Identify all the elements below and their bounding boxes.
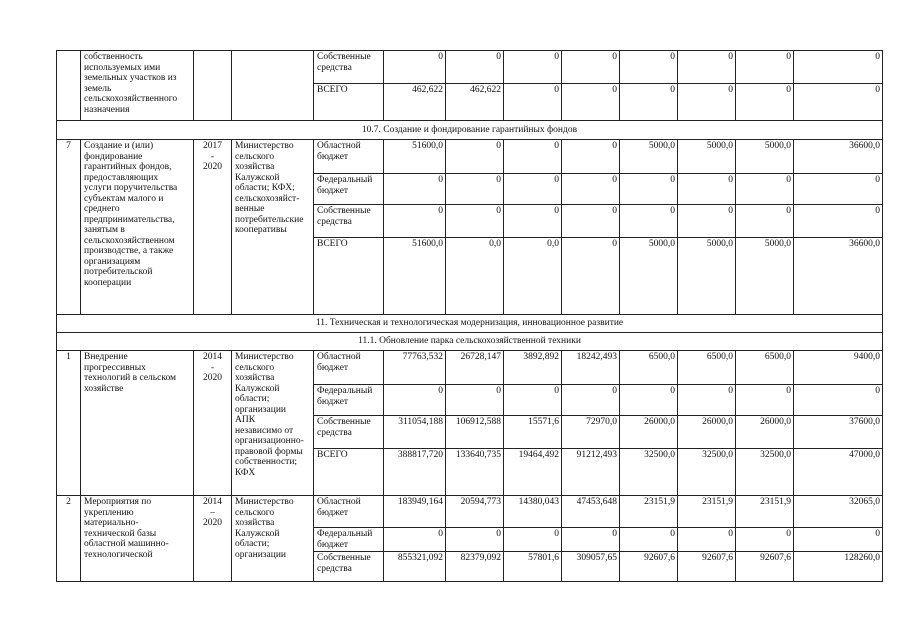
amount-cell: 3892,892 — [504, 351, 562, 385]
amount-cell: 91212,493 — [562, 449, 620, 496]
amount-cell: 5000,0 — [620, 140, 678, 174]
amount-cell: 0 — [678, 174, 736, 205]
amount-cell: 0 — [620, 174, 678, 205]
section-header-row — [57, 333, 883, 351]
executor: Министерство сельского хозяйства Калужской области; КФХ; сельскохозяйст- венные потребительские кооперативы — [232, 140, 314, 315]
amount-cell: 0 — [446, 205, 504, 238]
amount-cell: 6500,0 — [678, 351, 736, 385]
amount-cell: 0 — [736, 174, 794, 205]
table-row — [57, 51, 883, 84]
amount-cell: 0 — [794, 528, 883, 552]
amount-cell: 15571,6 — [504, 416, 562, 449]
amount-cell: 0 — [794, 205, 883, 238]
amount-cell: 9400,0 — [794, 351, 883, 385]
amount-cell: 77763,532 — [384, 351, 446, 385]
amount-cell: 51600,0 — [384, 140, 446, 174]
amount-cell: 36600,0 — [794, 140, 883, 174]
amount-cell: 23151,9 — [736, 496, 794, 528]
measure-name: Создание и (или) фондирование гарантийных фондов, предоставляющих услуги поручительства субъектам малого и среднего предпринимательства, занятым в сельскохозяйственном производстве, а также организациям потребительской кооперации — [81, 140, 194, 315]
measure-name: Мероприятия по укреплению материально- технической базы областной машинно- технологической — [81, 496, 194, 582]
amount-cell: 72970,0 — [562, 416, 620, 449]
amount-cell: 5000,0 — [736, 140, 794, 174]
amount-cell: 23151,9 — [620, 496, 678, 528]
amount-cell: 26000,0 — [736, 416, 794, 449]
amount-cell: 47453,648 — [562, 496, 620, 528]
amount-cell: 19464,492 — [504, 449, 562, 496]
amount-cell: 0 — [562, 205, 620, 238]
amount-cell: 0 — [678, 84, 736, 121]
section-header: 11. Техническая и технологическая модернизация, инновационное развитие — [57, 315, 883, 333]
amount-cell: 0 — [794, 84, 883, 121]
amount-cell: 0 — [504, 174, 562, 205]
row-number — [57, 51, 81, 121]
amount-cell: 311054,188 — [384, 416, 446, 449]
amount-cell: 462,622 — [446, 84, 504, 121]
amount-cell: 0 — [736, 51, 794, 84]
amount-cell: 6500,0 — [736, 351, 794, 385]
amount-cell: 0 — [446, 140, 504, 174]
funding-source: Собственные средства — [314, 552, 384, 582]
row-number: 7 — [57, 140, 81, 315]
amount-cell: 57801,6 — [504, 552, 562, 582]
funding-source: Областной бюджет — [314, 140, 384, 174]
amount-cell: 0 — [446, 174, 504, 205]
amount-cell: 0 — [504, 528, 562, 552]
amount-cell: 0 — [384, 51, 446, 84]
amount-cell: 0 — [678, 205, 736, 238]
amount-cell: 0 — [384, 528, 446, 552]
amount-cell: 0 — [678, 528, 736, 552]
amount-cell: 5000,0 — [736, 238, 794, 315]
section-header: 11.1. Обновление парка сельскохозяйственной техники — [57, 333, 883, 351]
amount-cell: 6500,0 — [620, 351, 678, 385]
amount-cell: 23151,9 — [678, 496, 736, 528]
period — [194, 51, 232, 121]
row-number: 1 — [57, 351, 81, 496]
funding-source: Областной бюджет — [314, 496, 384, 528]
amount-cell: 0 — [620, 528, 678, 552]
amount-cell: 133640,735 — [446, 449, 504, 496]
funding-source: ВСЕГО — [314, 84, 384, 121]
amount-cell: 183949,164 — [384, 496, 446, 528]
amount-cell: 0 — [504, 385, 562, 416]
funding-source: ВСЕГО — [314, 449, 384, 496]
amount-cell: 14380,043 — [504, 496, 562, 528]
measure-name: собственность используемых ими земельных участков из земель сельскохозяйственного назначения — [81, 51, 194, 121]
amount-cell: 32500,0 — [620, 449, 678, 496]
amount-cell: 0 — [384, 385, 446, 416]
amount-cell: 462,622 — [384, 84, 446, 121]
amount-cell: 0 — [504, 84, 562, 121]
funding-source: Федеральный бюджет — [314, 174, 384, 205]
funding-source: Федеральный бюджет — [314, 385, 384, 416]
amount-cell: 0 — [446, 51, 504, 84]
amount-cell: 0 — [384, 174, 446, 205]
amount-cell: 32500,0 — [678, 449, 736, 496]
amount-cell: 0 — [504, 205, 562, 238]
amount-cell: 0 — [794, 51, 883, 84]
executor: Министерство сельского хозяйства Калужской области; организации — [232, 496, 314, 582]
table-row — [57, 351, 883, 385]
amount-cell: 5000,0 — [678, 238, 736, 315]
amount-cell: 0 — [620, 51, 678, 84]
amount-cell: 0 — [446, 528, 504, 552]
executor: Министерство сельского хозяйства Калужской области; организации АПК независимо от организационно- правовой формы собственности; КФХ — [232, 351, 314, 496]
amount-cell: 0 — [736, 528, 794, 552]
amount-cell: 0,0 — [504, 238, 562, 315]
amount-cell: 47000,0 — [794, 449, 883, 496]
amount-cell: 92607,6 — [620, 552, 678, 582]
funding-source: Федеральный бюджет — [314, 528, 384, 552]
amount-cell: 0 — [562, 238, 620, 315]
amount-cell: 51600,0 — [384, 238, 446, 315]
table-row — [57, 496, 883, 528]
amount-cell: 32065,0 — [794, 496, 883, 528]
amount-cell: 37600,0 — [794, 416, 883, 449]
amount-cell: 0 — [504, 51, 562, 84]
amount-cell: 0 — [384, 205, 446, 238]
table-row — [57, 140, 883, 174]
amount-cell: 388817,720 — [384, 449, 446, 496]
period: 2014 - 2020 — [194, 351, 232, 496]
amount-cell: 0,0 — [446, 238, 504, 315]
funding-source: Собственные средства — [314, 51, 384, 84]
amount-cell: 0 — [678, 385, 736, 416]
amount-cell: 0 — [794, 174, 883, 205]
amount-cell: 0 — [620, 205, 678, 238]
funding-source: Собственные средства — [314, 205, 384, 238]
program-table — [56, 50, 883, 582]
amount-cell: 0 — [620, 385, 678, 416]
executor — [232, 51, 314, 121]
section-header: 10.7. Создание и фондирование гарантийных фондов — [57, 121, 883, 140]
amount-cell: 0 — [446, 385, 504, 416]
amount-cell: 0 — [736, 385, 794, 416]
amount-cell: 0 — [736, 84, 794, 121]
amount-cell: 92607,6 — [736, 552, 794, 582]
row-number: 2 — [57, 496, 81, 582]
amount-cell: 0 — [562, 528, 620, 552]
section-header-row — [57, 121, 883, 140]
amount-cell: 0 — [562, 51, 620, 84]
amount-cell: 18242,493 — [562, 351, 620, 385]
period: 2017 - 2020 — [194, 140, 232, 315]
section-header-row — [57, 315, 883, 333]
amount-cell: 0 — [504, 140, 562, 174]
amount-cell: 106912,588 — [446, 416, 504, 449]
amount-cell: 5000,0 — [620, 238, 678, 315]
amount-cell: 0 — [736, 205, 794, 238]
amount-cell: 128260,0 — [794, 552, 883, 582]
amount-cell: 0 — [562, 84, 620, 121]
amount-cell: 26728,147 — [446, 351, 504, 385]
amount-cell: 26000,0 — [620, 416, 678, 449]
funding-source: Областной бюджет — [314, 351, 384, 385]
amount-cell: 0 — [794, 385, 883, 416]
amount-cell: 855321,092 — [384, 552, 446, 582]
period: 2014 – 2020 — [194, 496, 232, 582]
funding-source: ВСЕГО — [314, 238, 384, 315]
amount-cell: 20594,773 — [446, 496, 504, 528]
amount-cell: 0 — [562, 140, 620, 174]
funding-source: Собственные средства — [314, 416, 384, 449]
amount-cell: 309057,65 — [562, 552, 620, 582]
amount-cell: 5000,0 — [678, 140, 736, 174]
amount-cell: 0 — [620, 84, 678, 121]
amount-cell: 26000,0 — [678, 416, 736, 449]
amount-cell: 0 — [678, 51, 736, 84]
amount-cell: 32500,0 — [736, 449, 794, 496]
amount-cell: 92607,6 — [678, 552, 736, 582]
amount-cell: 0 — [562, 174, 620, 205]
amount-cell: 0 — [562, 385, 620, 416]
measure-name: Внедрение прогрессивных технологий в сельском хозяйстве — [81, 351, 194, 496]
amount-cell: 82379,092 — [446, 552, 504, 582]
amount-cell: 36600,0 — [794, 238, 883, 315]
